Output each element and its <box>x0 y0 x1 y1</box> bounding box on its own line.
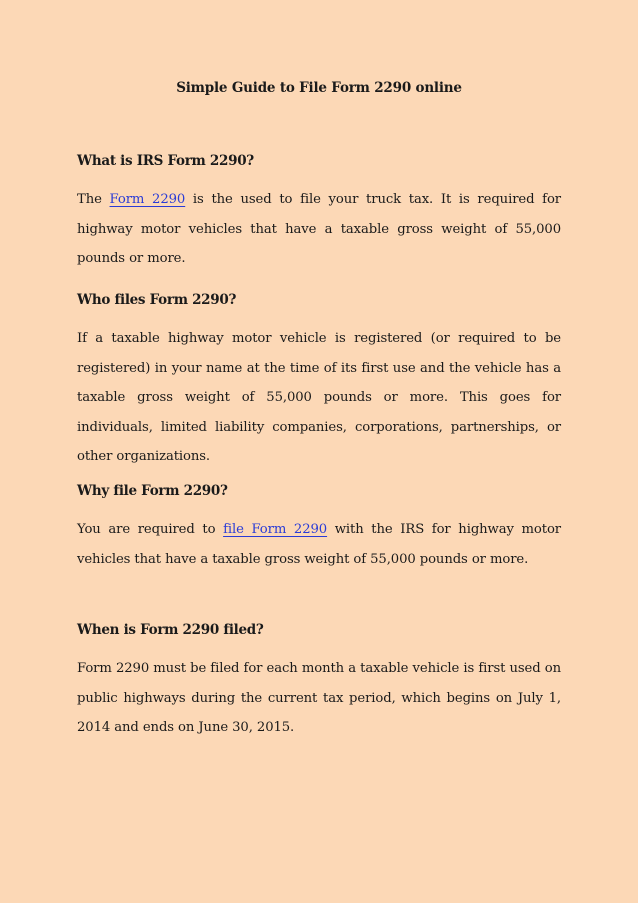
section-what-is-form-2290 <box>77 152 561 274</box>
document-title: Simple Guide to File Form 2290 online <box>176 80 462 96</box>
section-paragraph <box>77 185 561 274</box>
section-heading: Why file Form 2290? <box>77 483 228 499</box>
section-who-files <box>77 291 561 472</box>
section-heading: What is IRS Form 2290? <box>77 153 254 169</box>
section-why-file <box>77 482 561 574</box>
paragraph-text: You are required to <box>77 522 224 537</box>
paragraph-text: The <box>77 192 110 207</box>
section-paragraph <box>77 515 561 574</box>
paragraph-text: with the IRS for highway motor vehicles that have a taxable gross weight of 55,000 pounds or more. <box>77 522 562 567</box>
paragraph-text: is the used to file your truck tax. It is required for highway motor vehicles that have a taxable gross weight of 55,000 pounds or more. <box>77 192 561 266</box>
section-heading: Who files Form 2290? <box>77 292 237 308</box>
section-paragraph: Form 2290 must be filed for each month a taxable vehicle is first used on public highways during the current tax period, which begins on July 1, 2014 and ends on June 30, 2015. <box>77 661 561 735</box>
section-heading: When is Form 2290 filed? <box>77 622 264 638</box>
section-paragraph: If a taxable highway motor vehicle is registered (or required to be registered) in your name at the time of its first use and the vehicle has a taxable gross weight of 55,000 pounds or more. This goes for individuals, limited liability companies, corporations, partnerships, or other organizations. <box>77 331 561 464</box>
file-form-2290-link[interactable]: file Form 2290 <box>223 522 328 537</box>
form-2290-link[interactable]: Form 2290 <box>109 192 186 207</box>
section-when-filed <box>77 621 561 743</box>
